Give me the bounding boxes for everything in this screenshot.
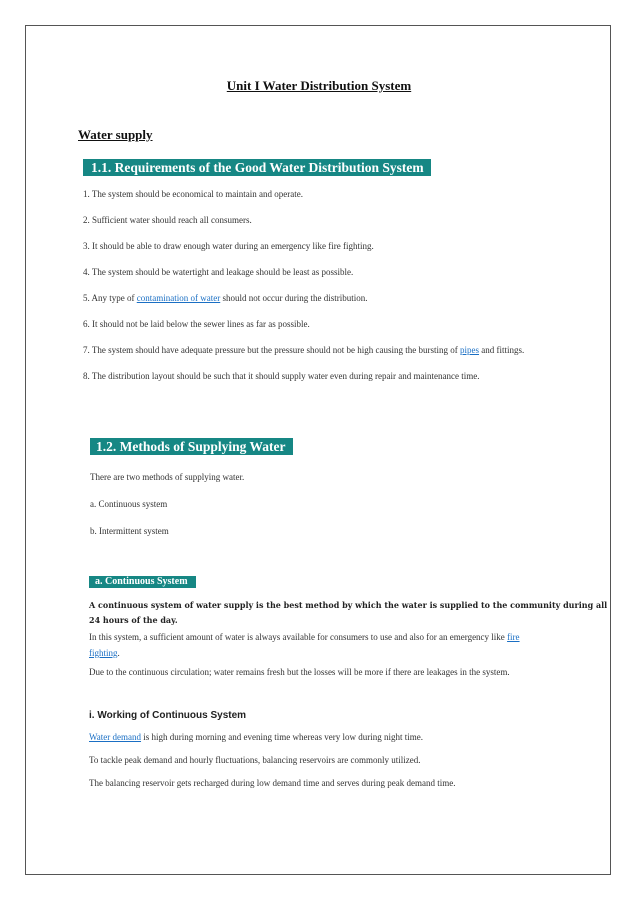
continuous-paragraph-2: Due to the continuous circulation; water remains fresh but the losses will be more if there are leakages in the system. <box>89 667 510 677</box>
document-title: Unit I Water Distribution System <box>226 78 412 93</box>
water-demand-link[interactable]: Water demand <box>89 732 142 742</box>
requirement-3: 3. It should be able to draw enough water during an emergency like fire fighting. <box>83 241 374 251</box>
continuous-p1-text: In this system, a sufficient amount of water is always available for consumers to use and also for an emergency like <box>89 632 508 642</box>
requirement-5-text-post: should not occur during the distribution. <box>220 293 368 303</box>
requirement-8: 8. The distribution layout should be such that it should supply water even during repair and maintenance time. <box>83 371 480 381</box>
working-line-1 <box>89 732 423 742</box>
requirement-7-text-post: and fittings. <box>479 345 525 355</box>
document-page <box>25 25 611 875</box>
heading-working-continuous: i. Working of Continuous System <box>89 710 247 721</box>
contamination-of-water-link[interactable]: contamination of water <box>136 293 221 303</box>
methods-intro: There are two methods of supplying water. <box>90 472 245 482</box>
continuous-paragraph-1 <box>89 629 569 661</box>
heading-continuous-system: a. Continuous System <box>89 576 196 588</box>
requirement-5-text-pre: 5. Any type of <box>83 293 137 303</box>
requirement-6: 6. It should not be laid below the sewer lines as far as possible. <box>83 319 310 329</box>
requirement-1: 1. The system should be economical to maintain and operate. <box>83 189 304 199</box>
continuous-definition-line-1: A continuous system of water supply is the best method by which the water is supplied to the community during all <box>89 600 608 610</box>
working-line-1-text: is high during morning and evening time whereas very low during night time. <box>141 732 423 742</box>
heading-requirements: 1.1. Requirements of the Good Water Distribution System <box>83 159 431 176</box>
requirement-2: 2. Sufficient water should reach all consumers. <box>83 215 252 225</box>
fire-fighting-link-continued[interactable]: fighting <box>89 648 118 658</box>
method-continuous: a. Continuous system <box>90 499 168 509</box>
requirement-4: 4. The system should be watertight and leakage should be least as possible. <box>83 267 354 277</box>
heading-methods: 1.2. Methods of Supplying Water <box>90 438 293 455</box>
working-line-2: To tackle peak demand and hourly fluctuations, balancing reservoirs are commonly utilized. <box>89 755 421 765</box>
continuous-definition-line-2: 24 hours of the day. <box>89 615 178 625</box>
requirement-7 <box>83 345 524 355</box>
continuous-p1-period: . <box>117 648 120 658</box>
working-line-3: The balancing reservoir gets recharged during low demand time and serves during peak demand time. <box>89 778 456 788</box>
pipes-link[interactable]: pipes <box>460 345 480 355</box>
section-heading-water-supply: Water supply <box>78 127 153 142</box>
fire-fighting-link[interactable]: fire <box>507 632 520 642</box>
requirement-5 <box>83 293 367 303</box>
requirement-7-text-pre: 7. The system should have adequate pressure but the pressure should not be high causing the bursting of <box>83 345 461 355</box>
method-intermittent: b. Intermittent system <box>90 526 169 536</box>
